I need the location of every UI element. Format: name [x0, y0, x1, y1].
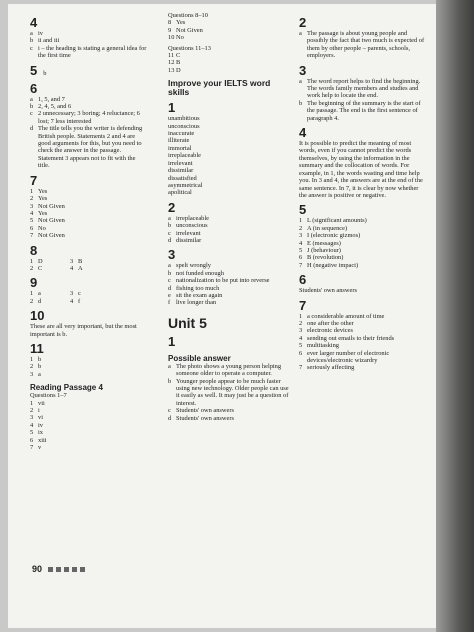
list-item [30, 210, 148, 217]
item-marker: b [30, 103, 34, 111]
item-text: vii [38, 399, 45, 407]
item-marker: a [299, 77, 302, 85]
list [168, 215, 293, 245]
item-marker: 2 [30, 363, 34, 371]
word-item: unconscious [168, 122, 200, 130]
item-marker: 4 [30, 421, 34, 429]
item-text: a [38, 370, 41, 378]
square-icon [80, 567, 85, 572]
list-item [168, 52, 293, 59]
item-marker: 5 [299, 246, 303, 254]
item-text: C [38, 264, 43, 272]
item-marker: 1 [30, 399, 34, 407]
item-marker: c [30, 44, 33, 52]
item-text: irreplaceable [176, 214, 209, 222]
section-heading: Improve your IELTS word skills [168, 78, 271, 98]
item-marker: 8 [168, 19, 172, 27]
list-item [168, 215, 293, 222]
pair-list [30, 258, 148, 273]
list [30, 356, 148, 378]
answer-key-page [8, 4, 436, 628]
item-marker: 5 [30, 217, 34, 225]
list-item [299, 320, 425, 327]
item-text: d [38, 297, 42, 305]
list-item [168, 415, 293, 422]
list-item [30, 429, 148, 436]
list-item [168, 270, 293, 277]
word-item: dissimilar [168, 167, 194, 175]
item-text: iv [38, 421, 43, 429]
unit-title: Unit 5 [168, 314, 207, 331]
list-item [30, 195, 148, 202]
word-item: irreplaceable [168, 152, 201, 160]
item-marker: 7 [299, 364, 303, 372]
list-item [299, 100, 425, 122]
item-text: sit the exam again [176, 291, 223, 299]
item-text: dissimilar [176, 236, 202, 244]
item-text: Yes [38, 195, 48, 203]
list-item [30, 225, 148, 232]
list-item [299, 342, 425, 349]
list-item [168, 292, 293, 299]
word-item: unambitious [168, 115, 200, 123]
item-marker: c [168, 407, 171, 415]
item-text: A (in sequence) [307, 224, 348, 232]
item-text: live longer than [176, 299, 217, 307]
item-text: i – the heading is stating a general idea for the first time [38, 44, 147, 60]
square-icon [64, 567, 69, 572]
list-item [299, 364, 425, 371]
list-item [168, 27, 293, 34]
item-marker: 2 [30, 297, 34, 305]
item-marker: 1 [30, 355, 34, 363]
item-marker: a [30, 95, 33, 103]
list [299, 30, 425, 60]
column-2 [168, 12, 293, 422]
section-number: 3 [168, 247, 176, 263]
list-item [30, 45, 148, 60]
item-marker: 1 [30, 290, 34, 298]
item-marker: a [168, 262, 171, 270]
item-text: The photo shows a young person helping someone older to operate a computer. [176, 362, 282, 378]
item-text: The beginning of the summary is the start of the passage. The end is the first sentence of paragraph 4. [307, 99, 421, 122]
list-item [168, 363, 293, 378]
item-marker: 2 [30, 407, 34, 414]
item-marker: 7 [30, 232, 34, 240]
item-text: No [176, 34, 184, 42]
list-item [30, 125, 148, 169]
list-item [168, 285, 293, 292]
paragraph: These are all very important, but the most important is b. [30, 323, 137, 338]
item-text: Younger people appear to be much faster using new technology. Older people can use it easily as well. It may just be a question of interest. [176, 377, 289, 407]
section-number: 4 [30, 15, 38, 30]
item-text: 2, 4, 5, and 6 [38, 103, 72, 111]
list-item [168, 378, 293, 408]
item-marker: 5 [30, 429, 34, 437]
item-text: i [38, 407, 40, 414]
list-item [168, 222, 293, 229]
item-text: D [176, 66, 181, 74]
list [30, 96, 148, 170]
item-marker: e [168, 291, 171, 299]
list-item [168, 34, 293, 41]
item-text: b [38, 363, 42, 371]
section-number: 10 [30, 308, 45, 324]
item-marker: a [299, 30, 302, 37]
item-marker: 6 [30, 224, 34, 232]
list [168, 363, 293, 422]
item-marker: b [168, 377, 172, 385]
section-number: 2 [299, 15, 307, 30]
item-marker: b [168, 269, 172, 277]
item-text: No [38, 224, 46, 232]
section-number: 5 [299, 202, 307, 218]
item-text: f [78, 297, 81, 305]
list-item [30, 188, 148, 195]
list [30, 30, 148, 60]
section-number: 2 [168, 199, 176, 215]
list-item [30, 110, 148, 125]
list-item [30, 265, 148, 272]
list [299, 78, 425, 122]
list-item [299, 225, 425, 232]
item-text: one after the other [307, 319, 354, 327]
item-marker: 4 [30, 209, 34, 217]
word-list [168, 115, 293, 196]
section-number: 6 [299, 272, 307, 288]
list-item [30, 203, 148, 210]
item-text: ever larger number of electronic devices/electronic wizardry [307, 349, 390, 364]
item-marker: 4 [299, 239, 303, 247]
item-marker: f [168, 299, 171, 307]
list-item [299, 232, 425, 239]
list-item [30, 407, 148, 414]
item-marker: 4 [70, 297, 74, 305]
section-heading: Reading Passage 4 [30, 383, 103, 393]
pair-list [30, 290, 148, 305]
list-item [30, 400, 148, 407]
list-item [299, 217, 425, 224]
item-marker: c [168, 277, 171, 285]
item-text: unconscious [176, 222, 208, 230]
list-item [299, 335, 425, 342]
word-item: irrelevant [168, 159, 193, 167]
item-text: irrelevant [176, 229, 201, 237]
page-footer [32, 564, 85, 574]
item-marker: 6 [299, 254, 303, 262]
list-item [30, 371, 148, 378]
list-item [30, 363, 148, 370]
item-marker: c [30, 110, 33, 118]
section-number: 1 [168, 333, 176, 349]
square-icon [56, 567, 61, 572]
page-number: 90 [32, 564, 43, 574]
word-item: immortal [168, 144, 192, 152]
word-item: illiterate [168, 137, 190, 145]
section-number: 7 [30, 172, 38, 188]
item-marker: 10 [168, 34, 175, 42]
item-marker: 4 [70, 264, 74, 272]
item-marker: 4 [299, 334, 303, 342]
item-text: xiii [38, 436, 47, 444]
item-text: v [38, 444, 42, 452]
item-text: 1, 5, and 7 [38, 95, 65, 103]
item-text: not funded enough [176, 269, 224, 277]
item-text: sending out emails to their friends [307, 334, 395, 342]
item-marker: d [168, 414, 172, 422]
item-marker: 3 [70, 257, 74, 265]
item-text: vi [38, 414, 43, 422]
item-text: electronic devices [307, 327, 353, 335]
page-gutter-shadow [436, 0, 474, 632]
section-heading: Possible answer [168, 353, 231, 363]
paragraph: It is possible to predict the meaning of most words, even if you cannot predict the words themselves, by using the information in the summary and the collocation of words. For example, in 1, the words wasting and time help you. In 3 and 4, the answers are at the end of the same sentence. In 7, it is clear by now whether the answer is positive or negative. [299, 140, 423, 199]
list-item [30, 258, 148, 265]
item-marker: b [30, 37, 34, 45]
list-item [168, 262, 293, 269]
item-marker: 2 [299, 319, 303, 327]
item-text: a [38, 290, 41, 298]
item-marker: a [168, 362, 171, 370]
word-item: inaccurate [168, 130, 195, 138]
section-number: 6 [30, 80, 38, 96]
list-item [299, 78, 425, 100]
list-item [30, 96, 148, 103]
list-item [168, 19, 293, 26]
item-marker: 1 [30, 187, 34, 195]
item-marker: 3 [30, 414, 34, 422]
square-icon [72, 567, 77, 572]
item-text: spelt wrongly [176, 262, 211, 270]
list-item [30, 232, 148, 239]
list-item [168, 407, 293, 414]
item-marker: 2 [299, 224, 303, 232]
item-marker: 3 [299, 232, 303, 240]
item-text: Yes [38, 187, 48, 195]
list-item [168, 277, 293, 284]
item-marker: b [299, 99, 303, 107]
list-item [168, 237, 293, 244]
list-item [299, 254, 425, 261]
list-item [30, 356, 148, 363]
item-text: multitasking [307, 342, 339, 350]
list-item [30, 414, 148, 421]
item-text: The title tells you the writer is defending British people. Statements 2 and 4 are good arguments for this, but you need to check the answer in the passage. Statement 3 appears not to fit with the title. [38, 125, 143, 170]
item-text: Not Given [38, 202, 65, 210]
list-item [299, 262, 425, 269]
list-item [299, 350, 425, 365]
section-number: 5 [30, 62, 38, 78]
item-text: B (revolution) [307, 254, 344, 262]
item-marker: 3 [299, 327, 303, 335]
item-text: E (messages) [307, 239, 341, 247]
item-text: nationalization to be put into reverse [176, 277, 270, 285]
item-text: Not Given [38, 217, 65, 225]
list [168, 262, 293, 306]
section-number: 9 [30, 275, 38, 291]
word-item: dissatisfied [168, 174, 197, 182]
list-item [30, 437, 148, 444]
item-marker: 3 [30, 370, 34, 378]
list-item [30, 290, 148, 297]
item-marker: 2 [30, 264, 34, 272]
section-number: 3 [299, 62, 307, 78]
item-marker: 13 [168, 66, 175, 74]
item-marker: 7 [299, 261, 303, 269]
item-text: The passage is about young people and possibly the fact that two much is expected of them by other people – parents, schools, employers. [307, 30, 425, 60]
list [30, 400, 148, 452]
list-item [30, 30, 148, 37]
list-item [299, 247, 425, 254]
section-number: 8 [30, 242, 38, 258]
item-text: b [38, 355, 42, 363]
item-text: c [78, 290, 81, 298]
item-marker: 6 [299, 349, 303, 357]
item-text: Students' own answers [176, 407, 234, 415]
item-text: C [176, 52, 181, 60]
item-marker: c [168, 229, 171, 237]
list-item [299, 30, 425, 60]
item-text: H (negative impact) [307, 261, 359, 269]
item-text: a considerable amount of time [307, 312, 385, 320]
item-marker: 2 [30, 195, 34, 203]
item-text: Not Given [176, 26, 203, 34]
list [299, 313, 425, 372]
section-number: 1 [168, 100, 176, 116]
item-marker: a [168, 214, 171, 222]
item-marker: 6 [30, 436, 34, 444]
list [168, 19, 293, 41]
item-text: I (electronic gizmos) [307, 232, 361, 240]
list-item [30, 422, 148, 429]
section-number: 4 [299, 125, 307, 141]
section-number: 11 [30, 340, 44, 356]
list-item [30, 217, 148, 224]
item-text: L (significant amounts) [307, 217, 367, 225]
list [30, 188, 148, 240]
item-text: A [78, 264, 83, 272]
section-number: 7 [299, 297, 307, 313]
subheading: Questions 1–7 [30, 392, 67, 400]
item-marker: 9 [168, 26, 172, 34]
item-marker: b [168, 222, 172, 230]
column-1 [30, 12, 148, 451]
item-marker: 3 [30, 202, 34, 210]
list-item [30, 444, 148, 451]
answer: b [43, 69, 47, 77]
subheading: Questions 11–13 [168, 44, 211, 52]
item-marker: 12 [168, 59, 175, 67]
item-text: ii and iii [38, 37, 60, 45]
item-text: Yes [176, 19, 186, 27]
list-item [168, 67, 293, 74]
item-text: J (behaviour) [307, 246, 341, 254]
item-text: B [78, 257, 83, 265]
list [168, 52, 293, 74]
list-item [30, 103, 148, 110]
item-marker: d [168, 284, 172, 292]
subheading: Questions 8–10 [168, 12, 208, 19]
item-marker: 5 [299, 342, 303, 350]
item-text: B [176, 59, 181, 67]
item-text: ix [38, 429, 43, 437]
list [299, 217, 425, 269]
list-item [168, 230, 293, 237]
list-item [168, 299, 293, 306]
item-text: Students' own answers [176, 414, 234, 422]
item-marker: a [30, 30, 33, 37]
list-item [30, 37, 148, 44]
item-marker: 1 [299, 312, 303, 320]
item-marker: 3 [70, 290, 74, 298]
list-item [299, 240, 425, 247]
paragraph: Students' own answers [299, 287, 357, 295]
list-item [299, 313, 425, 320]
word-item: apolitical [168, 189, 192, 197]
item-text: D [38, 257, 43, 265]
item-text: seriously affecting [307, 364, 355, 372]
item-text: 2 unnecessary; 3 boring; 4 reluctance; 6 lost; 7 less interested [38, 110, 140, 125]
list-item [299, 327, 425, 334]
item-text: Not Given [38, 232, 65, 240]
word-item: asymmetrical [168, 181, 203, 189]
square-icon [48, 567, 53, 572]
item-marker: d [168, 236, 172, 244]
item-text: The word report helps to find the beginning. The words family members and studies and work help to locate the end. [307, 77, 421, 100]
item-marker: 7 [30, 444, 34, 452]
column-3 [299, 12, 425, 372]
list-item [168, 59, 293, 66]
item-marker: d [30, 125, 34, 133]
item-text: Yes [38, 209, 48, 217]
list-item [30, 298, 148, 305]
item-marker: 11 [168, 52, 175, 60]
item-text: iv [38, 30, 43, 37]
item-marker: 1 [30, 257, 34, 265]
item-text: fishing too much [176, 284, 220, 292]
item-marker: 1 [299, 217, 303, 225]
